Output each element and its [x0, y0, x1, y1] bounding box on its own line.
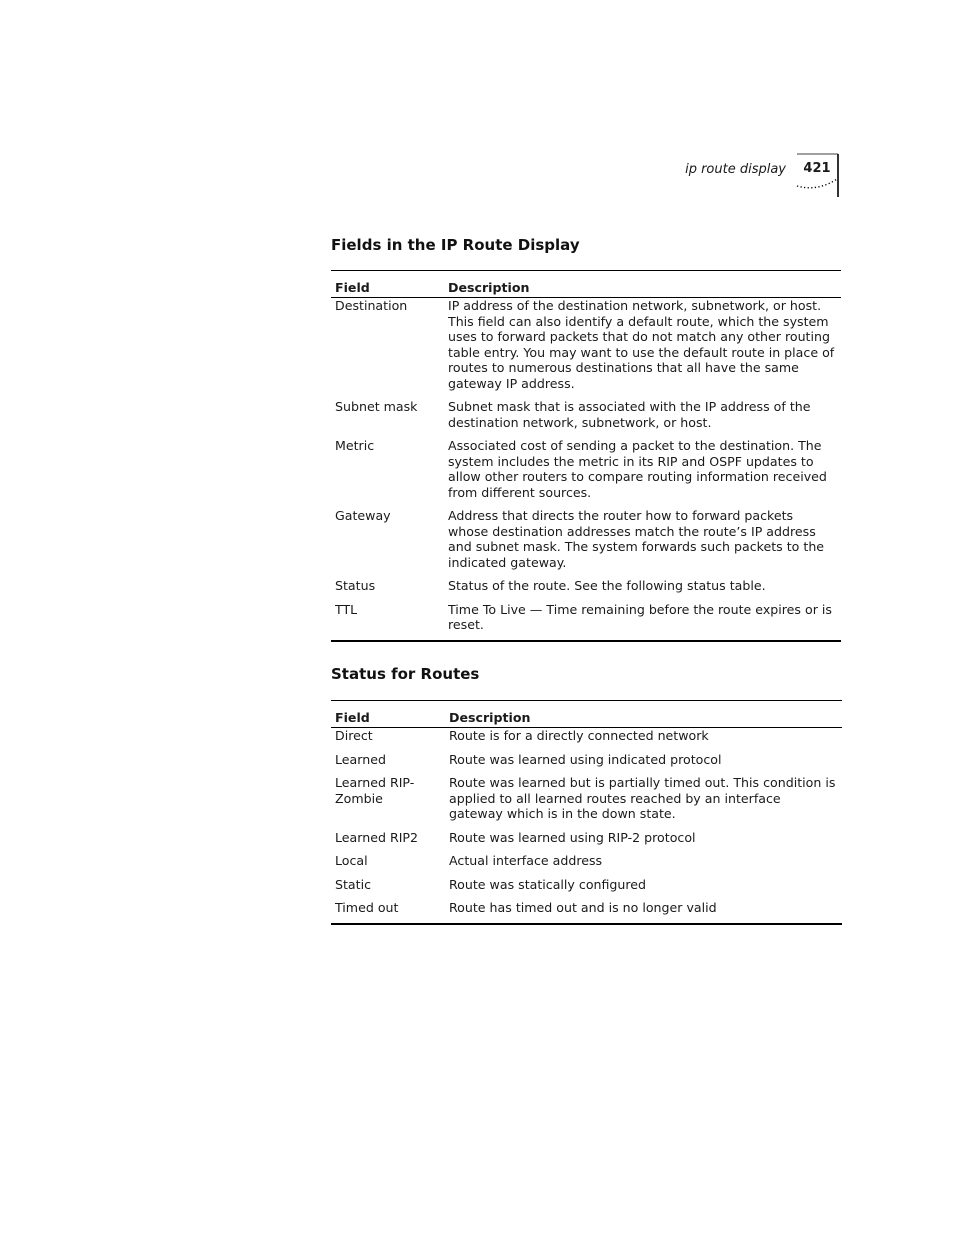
page-corner-decoration [796, 153, 840, 199]
table-header [331, 701, 842, 728]
status-section-heading: Status for Routes [331, 665, 480, 683]
table-row [331, 775, 842, 822]
table-row [331, 877, 842, 893]
fields-description-cell: Time To Live — Time remaining before the route expires or is reset. [448, 601, 832, 632]
table-row [331, 438, 841, 500]
table-row [331, 602, 841, 633]
status-description-cell: Route is for a directly connected network [449, 728, 709, 743]
fields-table [331, 270, 841, 642]
table-header [331, 271, 841, 298]
status-description-cell: Route was learned using indicated protocol [449, 751, 722, 767]
table-row [331, 830, 842, 846]
column-header-field: Field [335, 279, 370, 295]
status-field-cell: Local [335, 853, 368, 868]
status-field-cell: Timed out [335, 900, 399, 915]
status-description-cell: Route was learned using RIP-2 protocol [449, 829, 696, 845]
fields-description-cell: Subnet mask that is associated with the IP address of the destination network, subnetwork, or host. [448, 399, 811, 430]
status-description-cell: Route was learned but is partially timed out. This condition is applied to all learned routes reached by an interface gateway which is in the down state. [449, 775, 836, 821]
table-row [331, 399, 841, 430]
page-number: 421 [803, 161, 831, 176]
status-field-cell: Direct [335, 728, 373, 743]
fields-field-cell: TTL [335, 601, 358, 617]
table-row [331, 900, 842, 916]
column-header-description: Description [448, 279, 530, 295]
status-description-cell: Route has timed out and is no longer valid [449, 900, 717, 915]
fields-field-cell: Destination [335, 298, 408, 313]
fields-field-cell: Metric [335, 438, 375, 453]
table-row [331, 508, 841, 570]
status-field-cell: Learned [335, 751, 386, 767]
column-header-description: Description [449, 709, 531, 725]
status-description-cell: Actual interface address [449, 853, 603, 868]
fields-description-cell: Address that directs the router how to forward packets whose destination addresses match the route’s IP address and subnet mask. The system forwards such packets to the indicated gateway. [448, 508, 825, 570]
status-table [331, 700, 842, 925]
fields-description-cell: Status of the route. See the following status table. [448, 578, 766, 593]
column-header-field: Field [335, 709, 370, 725]
status-field-cell: Learned RIP2 [335, 829, 419, 845]
fields-description-cell: IP address of the destination network, subnetwork, or host. This field can also identify a default route, which the system uses to forward packets that do not match any other routing table entry. You may want to use the default route in place of routes to numerous destinations that all have the same gateway IP address. [448, 298, 835, 391]
running-head-title: ip route display [685, 162, 786, 177]
table-row [331, 853, 842, 869]
fields-section-heading: Fields in the IP Route Display [331, 236, 580, 254]
status-field-cell: Learned RIP-Zombie [335, 775, 415, 806]
table-row [331, 578, 841, 594]
status-description-cell: Route was statically configured [449, 876, 647, 892]
table-row [331, 298, 841, 391]
status-field-cell: Static [335, 876, 372, 892]
fields-field-cell: Gateway [335, 508, 391, 523]
table-row [331, 752, 842, 768]
fields-description-cell: Associated cost of sending a packet to the destination. The system includes the metric in its RIP and OSPF updates to allow other routers to compare routing information received from different sources. [448, 438, 827, 500]
status-table-body [331, 728, 842, 923]
fields-table-body [331, 298, 841, 640]
table-row [331, 728, 842, 744]
fields-field-cell: Subnet mask [335, 399, 418, 414]
fields-field-cell: Status [335, 578, 376, 593]
